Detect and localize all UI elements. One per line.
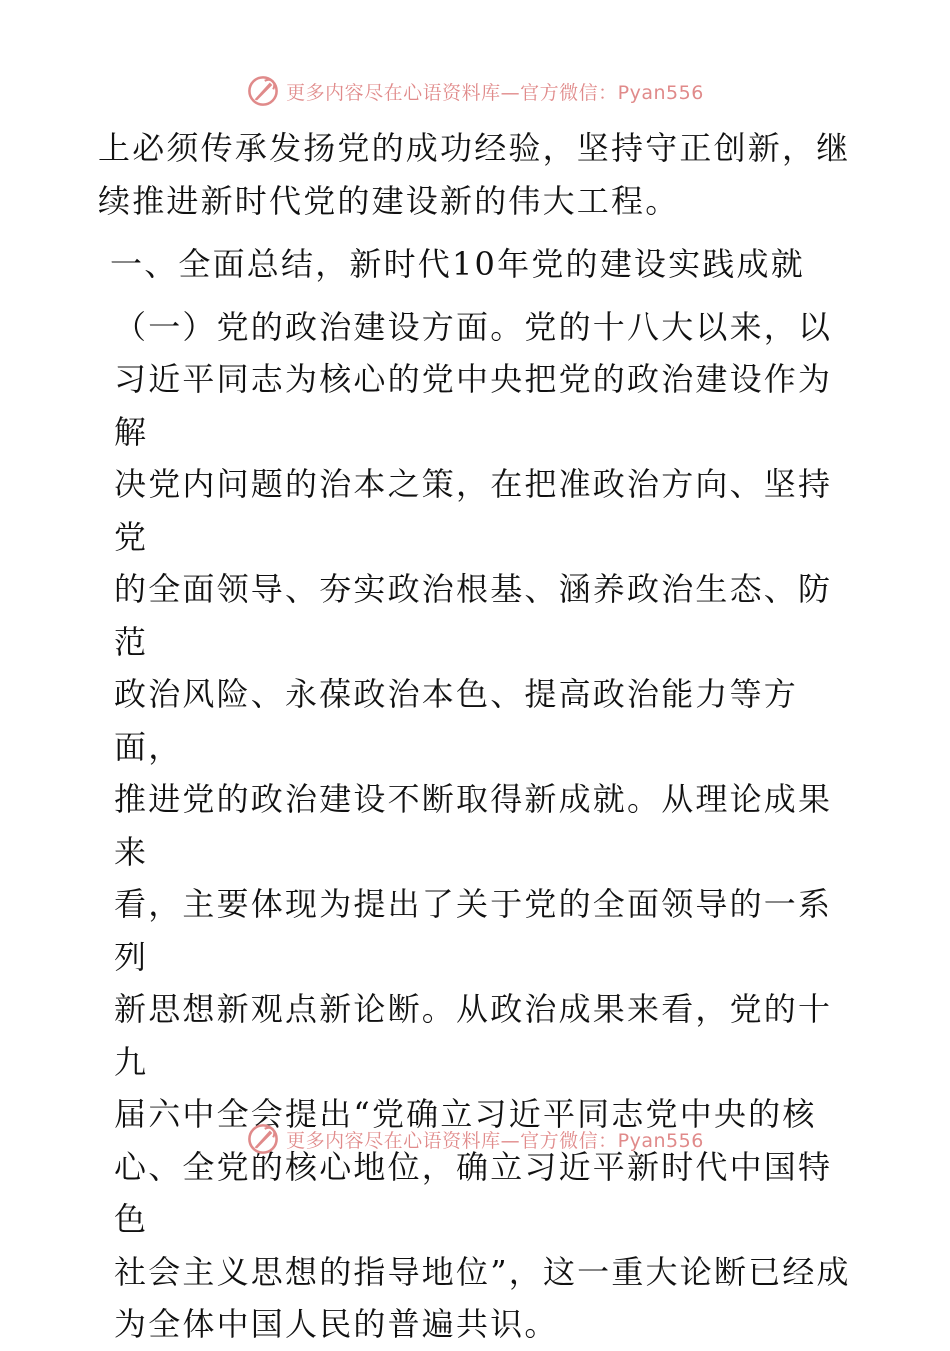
quill-logo-icon (246, 74, 280, 108)
header-watermark-text: 更多内容尽在心语资料库—官方微信：Pyan556 (286, 81, 704, 104)
text-line: 决党内问题的治本之策，在把准政治方向、坚持党 (114, 465, 833, 556)
footer-watermark (0, 1121, 950, 1157)
text-line: 届六中全会提出“党确立习近平同志党中央的核 (114, 1095, 817, 1133)
body-paragraph (98, 301, 858, 1351)
text-line: 习近平同志为核心的党中央把党的政治建设作为解 (114, 360, 833, 451)
text-line: 推进党的政治建设不断取得新成就。从理论成果来 (114, 780, 833, 871)
text-line: 心、全党的核心地位，确立习近平新时代中国特色 (114, 1147, 833, 1238)
text-line: 社会主义思想的指导地位”，这一重大论断已经成 (114, 1252, 851, 1291)
intro-paragraph (98, 122, 858, 227)
text-line: 为全体中国人民的普遍共识。 (114, 1305, 559, 1343)
text-line: 续推进新时代党的建设新的伟大工程。 (98, 181, 680, 220)
quill-logo-icon (246, 1122, 280, 1156)
text-line: 政治风险、永葆政治本色、提高政治能力等方面， (114, 675, 799, 766)
text-line: 新思想新观点新论断。从政治成果来看，党的十九 (114, 990, 833, 1081)
text-line: （一）党的政治建设方面。党的十八大以来，以 (114, 307, 833, 346)
section-heading: 一、全面总结，新时代10年党的建设实践成就 (110, 245, 805, 283)
header-watermark (0, 73, 950, 109)
document-body (98, 122, 858, 1351)
footer-watermark-text: 更多内容尽在心语资料库—官方微信：Pyan556 (286, 1129, 704, 1152)
text-line: 的全面领导、夯实政治根基、涵养政治生态、防范 (114, 570, 833, 661)
text-line: 看，主要体现为提出了关于党的全面领导的一系列 (114, 885, 833, 976)
text-line: 上必须传承发扬党的成功经验，坚持守正创新，继 (98, 129, 851, 167)
